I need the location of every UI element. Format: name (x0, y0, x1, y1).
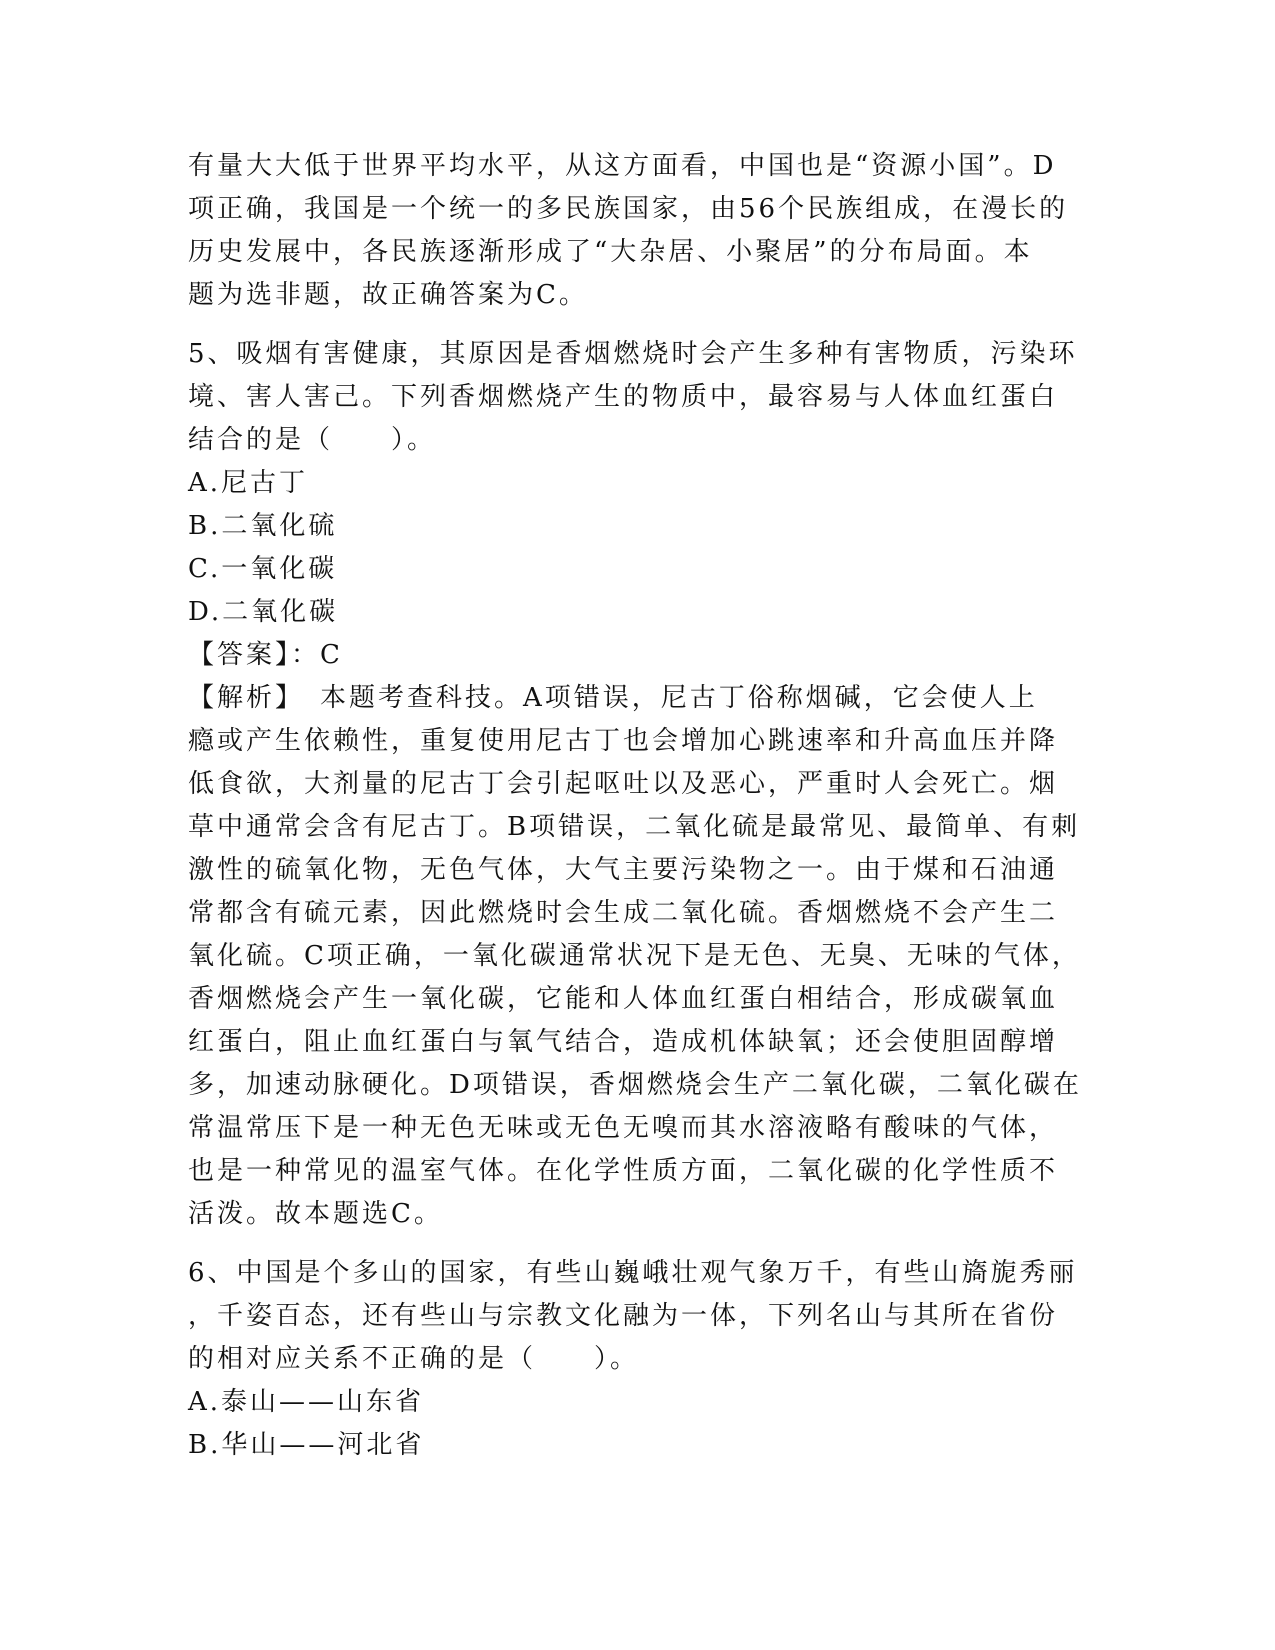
analysis-line: 常都含有硫元素，因此燃烧时会生成二氧化硫。香烟燃烧不会产生二 (188, 898, 1059, 928)
analysis-line: 草中通常会含有尼古丁。B项错误，二氧化硫是最常见、最简单、有刺 (188, 812, 1081, 842)
document-page (188, 145, 1088, 1467)
analysis-line: 瘾或产生依赖性，重复使用尼古丁也会增加心跳速率和升高血压并降 (188, 726, 1059, 756)
question-stem-line: 境、害人害己。下列香烟燃烧产生的物质中，最容易与人体血红蛋白 (188, 382, 1059, 412)
question-5 (188, 333, 1088, 1236)
option-a: A.尼古丁 (188, 468, 309, 498)
analysis-line: 常温常压下是一种无色无味或无色无嗅而其水溶液略有酸味的气体， (188, 1113, 1059, 1143)
analysis-line: 激性的硫氧化物，无色气体，大气主要污染物之一。由于煤和石油通 (188, 855, 1059, 885)
question-6 (188, 1252, 1088, 1467)
answer-line: 【答案】：C (188, 640, 343, 670)
option-b: B.二氧化硫 (188, 511, 338, 541)
text-line: 历史发展中，各民族逐渐形成了“大杂居、小聚居”的分布局面。本 (188, 237, 1033, 267)
analysis-line: 活泼。故本题选C。 (188, 1199, 443, 1229)
text-line: 有量大大低于世界平均水平，从这方面看，中国也是“资源小国”。D (188, 151, 1057, 181)
question-stem-line: 结合的是（ ）。 (188, 425, 437, 455)
option-d: D.二氧化碳 (188, 597, 339, 627)
question-stem-line: 的相对应关系不正确的是（ ）。 (188, 1344, 640, 1374)
text-line: 项正确，我国是一个统一的多民族国家，由56个民族组成，在漫长的 (188, 194, 1069, 224)
analysis-line: 红蛋白，阻止血红蛋白与氧气结合，造成机体缺氧；还会使胆固醇增 (188, 1027, 1059, 1057)
option-b: B.华山——河北省 (188, 1430, 425, 1460)
question-stem-line: ，千姿百态，还有些山与宗教文化融为一体，下列名山与其所在省份 (188, 1301, 1059, 1331)
text-line: 题为选非题，故正确答案为C。 (188, 280, 588, 310)
analysis-line: 香烟燃烧会产生一氧化碳，它能和人体血红蛋白相结合，形成碳氧血 (188, 984, 1059, 1014)
option-c: C.一氧化碳 (188, 554, 338, 584)
question-stem-line: 5、吸烟有害健康，其原因是香烟燃烧时会产生多种有害物质，污染环 (188, 339, 1078, 369)
paragraph-gap (188, 1236, 1088, 1252)
analysis-line: 也是一种常见的温室气体。在化学性质方面，二氧化碳的化学性质不 (188, 1156, 1059, 1186)
analysis-line: 氧化硫。C项正确，一氧化碳通常状况下是无色、无臭、无味的气体， (188, 941, 1081, 971)
question-4-explanation-tail (188, 145, 1088, 317)
option-a: A.泰山——山东省 (188, 1387, 425, 1417)
analysis-line: 低食欲，大剂量的尼古丁会引起呕吐以及恶心，严重时人会死亡。烟 (188, 769, 1059, 799)
question-stem-line: 6、中国是个多山的国家，有些山巍峨壮观气象万千，有些山旖旎秀丽 (188, 1258, 1078, 1288)
analysis-line: 多，加速动脉硬化。D项错误，香烟燃烧会生产二氧化碳，二氧化碳在 (188, 1070, 1082, 1100)
analysis-line: 【解析】 本题考查科技。A项错误，尼古丁俗称烟碱，它会使人上 (188, 683, 1038, 713)
paragraph-gap (188, 317, 1088, 333)
